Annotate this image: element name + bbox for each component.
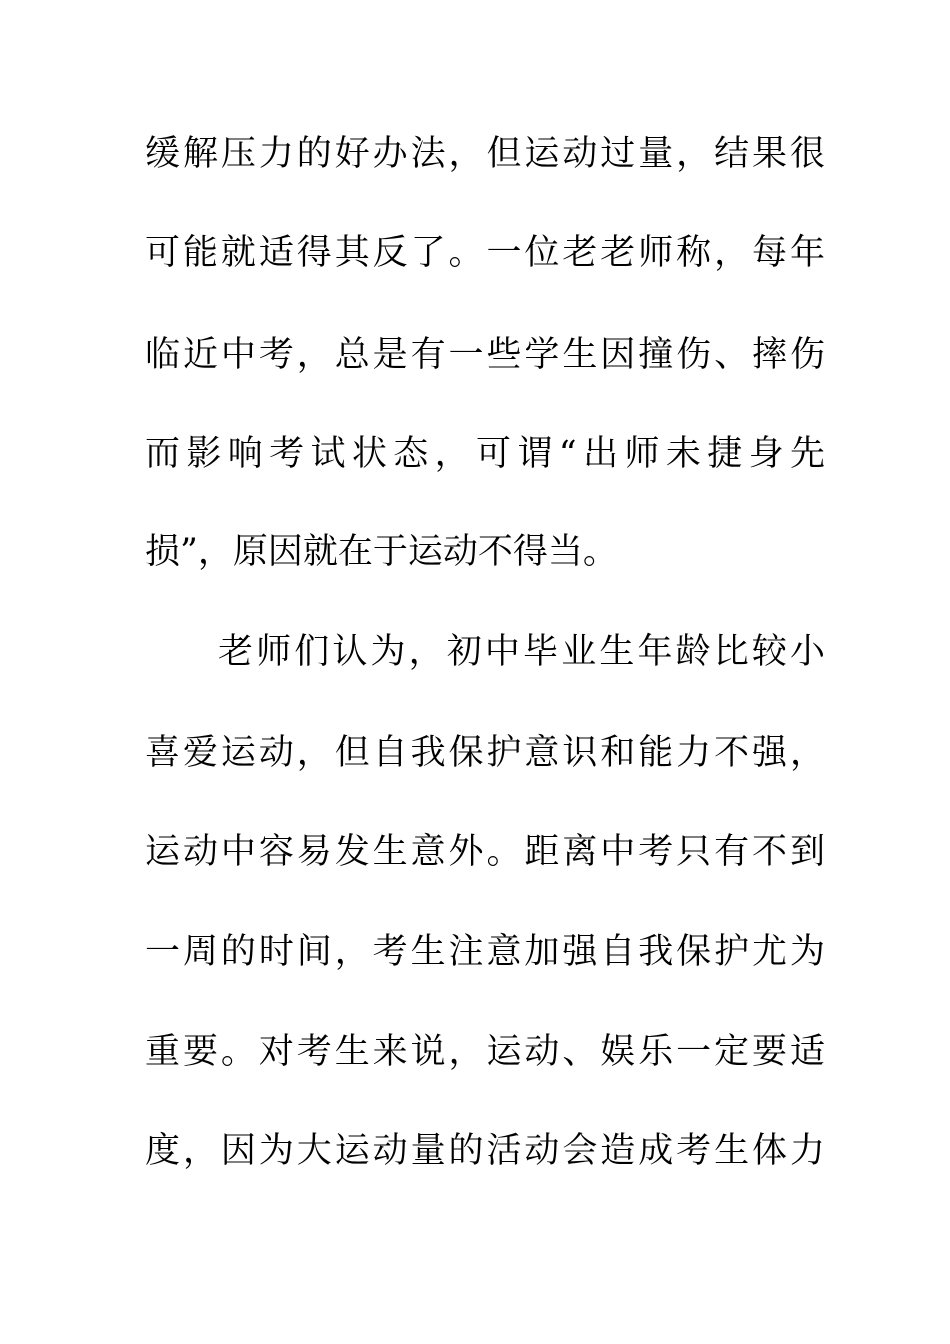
text-line: 一周的时间，考生注意加强自我保护尤为 <box>145 932 825 972</box>
text-line: 喜爱运动，但自我保护意识和能力不强， <box>145 733 825 773</box>
text-line: 损”，原因就在于运动不得当。 <box>145 532 618 572</box>
text-line: 临近中考，总是有一些学生因撞伤、摔伤 <box>145 335 825 375</box>
text-line: 运动中容易发生意外。距离中考只有不到 <box>145 832 825 872</box>
text-line: 重要。对考生来说，运动、娱乐一定要适 <box>145 1032 825 1072</box>
text-line: 而影响考试状态，可谓“出师未捷身先 <box>145 434 825 474</box>
text-line: 缓解压力的好办法，但运动过量，结果很 <box>145 134 825 174</box>
text-line: 度，因为大运动量的活动会造成考生体力 <box>145 1131 825 1171</box>
text-line: 老师们认为，初中毕业生年龄比较小 <box>218 632 825 672</box>
text-line: 可能就适得其反了。一位老老师称，每年 <box>145 233 825 273</box>
